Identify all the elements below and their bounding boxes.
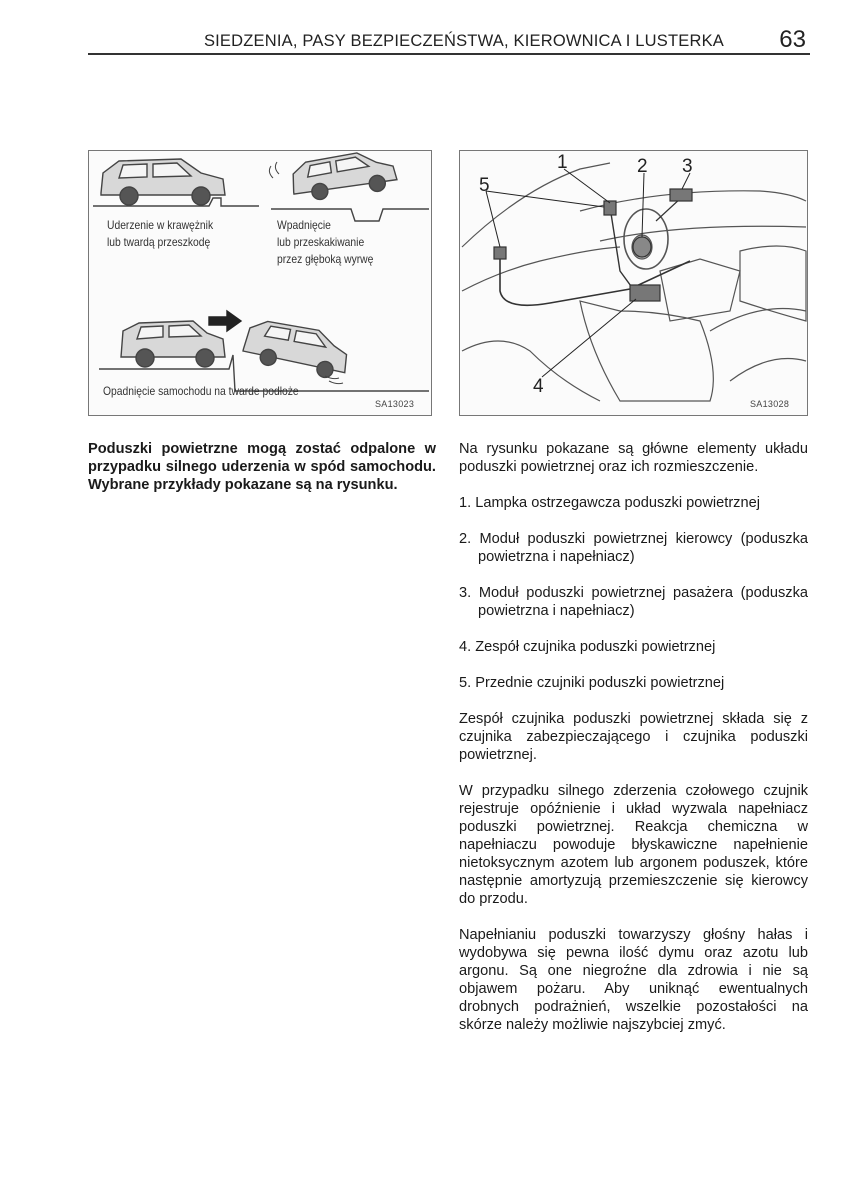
- list-item: 1. Lampka ostrzegawcza poduszki powietrznej: [459, 495, 760, 511]
- page-header: [88, 26, 810, 54]
- figure-code: SA13028: [750, 399, 790, 409]
- impact-illustration: [89, 151, 433, 417]
- page-number: 63: [779, 26, 806, 53]
- intro-paragraph: Na rysunku pokazane są główne elementy układu poduszki powietrznej oraz ich rozmieszczenie.: [459, 441, 808, 475]
- list-item: 2. Moduł poduszki powietrznej kierowcy (poduszka powietrzna i napełniacz): [459, 531, 808, 565]
- label-pothole: Wpadnięcie lub przeskakiwanie przez głęboką wyrwę: [277, 218, 374, 266]
- airbag-components-figure: [459, 150, 808, 416]
- list-item: 3. Moduł poduszki powietrznej pasażera (poduszka powietrzna i napełniacz): [459, 585, 808, 619]
- section-title: SIEDZENIA, PASY BEZPIECZEŃSTWA, KIEROWNICA I LUSTERKA: [203, 32, 724, 50]
- right-column: [459, 440, 808, 1052]
- header-rule: [88, 53, 810, 55]
- interior-illustration: [460, 151, 809, 417]
- body-paragraph: W przypadku silnego zderzenia czołowego czujnik rejestruje opóźnienie i układ wyzwala napełniacz poduszki powietrznej. Reakcja chemiczna w napełniaczu powoduje błyskawiczne napełnienie nietoksycznym azotem lub argonem poduszek, które następnie amortyzują przemieszczenie się kierowcy do przodu.: [459, 783, 808, 907]
- figure-code: SA13023: [375, 399, 415, 409]
- callout-2: 2: [637, 156, 648, 177]
- label-curb-impact: Uderzenie w krawężnik lub twardą przeszkodę: [107, 218, 214, 249]
- list-item: 5. Przednie czujniki poduszki powietrznej: [459, 675, 725, 691]
- body-paragraph: Napełnianiu poduszki towarzyszy głośny hałas i wydobywa się pewna ilość dymu oraz azotu lub argonu. Są one niegroźne dla zdrowia i nie są objawem pożaru. Aby uniknąć ewentualnych drobnych podrażnień, wszelkie pozostałości na skórze należy możliwie najszybciej zmyć.: [459, 927, 808, 1033]
- callout-3: 3: [682, 156, 693, 177]
- callout-4: 4: [533, 376, 544, 397]
- left-column-text: Poduszki powietrzne mogą zostać odpalone w przypadku silnego uderzenia w spód samochodu. Wybrane przykłady pokazane są na rysunku.: [88, 441, 436, 493]
- impact-examples-figure: [88, 150, 432, 416]
- list-item: 4. Zespół czujnika poduszki powietrznej: [459, 639, 716, 655]
- label-hard-landing: Opadnięcie samochodu na twarde podłoże: [103, 384, 299, 398]
- callout-1: 1: [557, 152, 568, 173]
- callout-5: 5: [479, 175, 490, 196]
- body-paragraph: Zespół czujnika poduszki powietrznej składa się z czujnika zabezpieczającego i czujnika poduszki powietrznej.: [459, 711, 808, 763]
